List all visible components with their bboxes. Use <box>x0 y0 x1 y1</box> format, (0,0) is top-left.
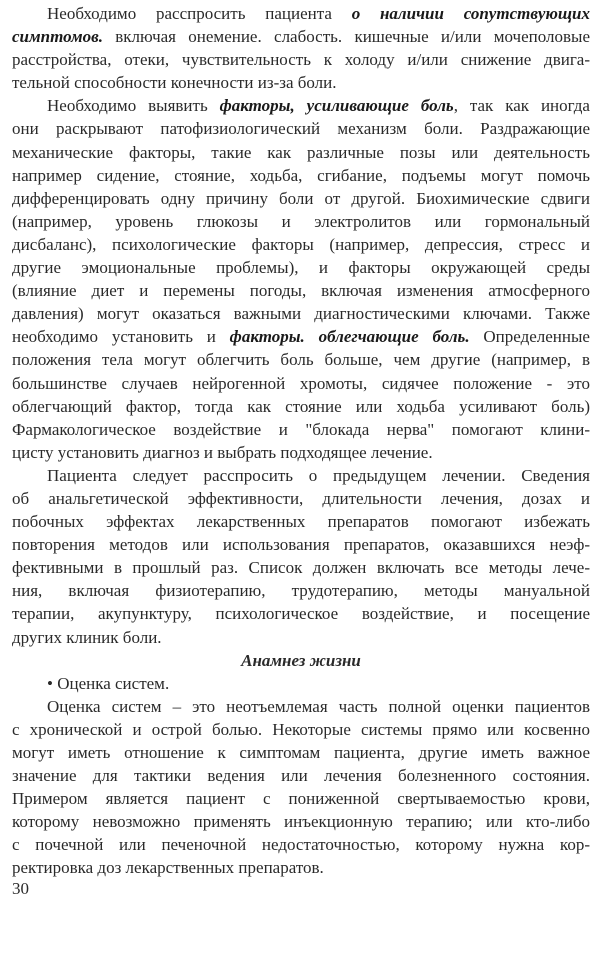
text-span: терапии, акупунктуру, психологическое воздействие, и посещение <box>12 604 590 624</box>
text-span: необходимо установить и <box>12 327 230 347</box>
text-line <box>12 441 590 464</box>
text-line <box>12 718 590 741</box>
text-line <box>12 626 590 649</box>
emphasized-text: симптомов. <box>12 27 103 47</box>
text-line <box>12 487 590 510</box>
text-span: , так как иногда <box>453 96 590 116</box>
text-line <box>12 348 590 371</box>
emphasized-text: факторы. облегчающие боль. <box>229 327 470 347</box>
text-span: Анамнез жизни <box>241 650 361 670</box>
text-span: ректировка доз лекарственных препаратов. <box>12 858 324 878</box>
text-span: положения тела могут облегчить боль больше, чем другие (например, в <box>12 350 590 370</box>
text-span: механические факторы, такие как различные позы или деятельность <box>12 142 590 162</box>
text-line <box>12 649 590 672</box>
text-line <box>12 556 590 579</box>
text-span: повторения методов или использования препаратов, оказавшихся неэф- <box>12 535 590 555</box>
text-span: цисту установить диагноз и выбрать подходящее лечение. <box>12 442 433 462</box>
text-span: Определенные <box>469 327 590 347</box>
text-line <box>12 695 590 718</box>
text-line <box>12 579 590 602</box>
text-line <box>12 25 590 48</box>
text-span: Оценка систем – это неотъемлемая часть полной оценки пациентов <box>47 696 590 716</box>
text-span: тельной способности конечности из-за боли. <box>12 73 337 93</box>
text-span: ния, включая физиотерапию, трудотерапию, методы мануальной <box>12 581 590 601</box>
text-span: других клиник боли. <box>12 627 162 647</box>
text-line <box>12 302 590 325</box>
text-span: (например, уровень глюкозы и электролитов или гормональный <box>12 211 590 231</box>
text-span: Необходимо выявить <box>47 96 220 116</box>
emphasized-text: о наличии сопутствующих <box>351 4 590 23</box>
page-number: 30 <box>12 879 29 898</box>
text-line <box>12 117 590 140</box>
paragraph <box>12 464 590 649</box>
text-line <box>12 833 590 856</box>
text-span: например сидение, стояние, ходьба, сгибание, подъемы могут помочь <box>12 165 590 185</box>
text-line <box>12 256 590 279</box>
text-span: включая онемение. слабость. кишечные и/или мочеполовые <box>102 27 590 47</box>
text-span: они раскрывают патофизиологический механизм боли. Раздражающие <box>12 119 590 139</box>
emphasized-text: факторы, усиливающие боль <box>219 96 454 116</box>
text-span: • Оценка систем. <box>47 673 170 693</box>
text-line <box>12 164 590 187</box>
text-line <box>12 764 590 787</box>
paragraph <box>12 2 590 94</box>
text-line <box>12 210 590 233</box>
text-span: побочных эффектах лекарственных препаратов помогают избежать <box>12 512 590 532</box>
text-span: другие эмоциональные проблемы), и факторы окружающей среды <box>12 258 590 278</box>
text-line <box>12 510 590 533</box>
text-span: расстройства, отеки, чувствительность к холоду и/или снижение двига- <box>12 50 590 70</box>
text-line <box>12 94 590 117</box>
text-span: Фармакологическое воздействие и "блокада нерва" помогают клини- <box>12 419 590 439</box>
text-span: об анальгетической эффективности, длительности лечения, дозах и <box>12 488 590 508</box>
text-line <box>12 372 590 395</box>
text-span: дисбаланс), психологические факторы (например, депрессия, стресс и <box>12 234 590 254</box>
text-line <box>12 602 590 625</box>
text-span: давления) могут оказаться важными диагностическими ключами. Также <box>12 304 590 324</box>
text-span: Примером является пациент с пониженной свертываемостью крови, <box>12 789 590 809</box>
document-body <box>12 2 590 880</box>
text-span: которому невозможно применять инъекционную терапию; или кто-либо <box>12 812 590 832</box>
text-span: фективными в прошлый раз. Список должен включать все методы лече- <box>12 558 590 578</box>
text-line <box>12 856 590 879</box>
text-line <box>12 464 590 487</box>
text-span: большинстве случаев нейрогенной хромоты, сидячее положение - это <box>12 373 590 393</box>
text-line <box>12 141 590 164</box>
text-line <box>12 418 590 441</box>
section-heading <box>12 649 590 672</box>
text-line <box>12 810 590 833</box>
text-span: с хронической и острой болью. Некоторые системы прямо или косвенно <box>12 719 590 739</box>
text-line <box>12 279 590 302</box>
paragraph <box>12 94 590 464</box>
text-line <box>12 71 590 94</box>
text-line <box>12 48 590 71</box>
text-span: дифференцировать одну причину боли от другой. Биохимические сдвиги <box>12 188 590 208</box>
text-span: Необходимо расспросить пациента <box>47 4 352 23</box>
text-line <box>12 672 590 695</box>
text-line <box>12 787 590 810</box>
text-line <box>12 325 590 348</box>
text-line <box>12 395 590 418</box>
text-span: с почечной или печеночной недостаточностью, которому нужна кор- <box>12 835 590 855</box>
text-span: Пациента следует расспросить о предыдущем лечении. Сведения <box>47 465 590 485</box>
paragraph <box>12 695 590 880</box>
paragraph <box>12 672 590 695</box>
text-line <box>12 2 590 25</box>
text-line <box>12 233 590 256</box>
text-line <box>12 187 590 210</box>
text-span: могут иметь отношение к симптомам пациента, другие иметь важное <box>12 743 590 762</box>
text-span: значение для тактики ведения или лечения болезненного состояния. <box>12 766 590 786</box>
text-span: (влияние диет и перемены погоды, включая изменения атмосферного <box>12 281 590 301</box>
text-line <box>12 741 590 764</box>
text-line <box>12 533 590 556</box>
text-span: облегчающий фактор, тогда как стояние или ходьба усиливают боль) <box>12 396 590 416</box>
